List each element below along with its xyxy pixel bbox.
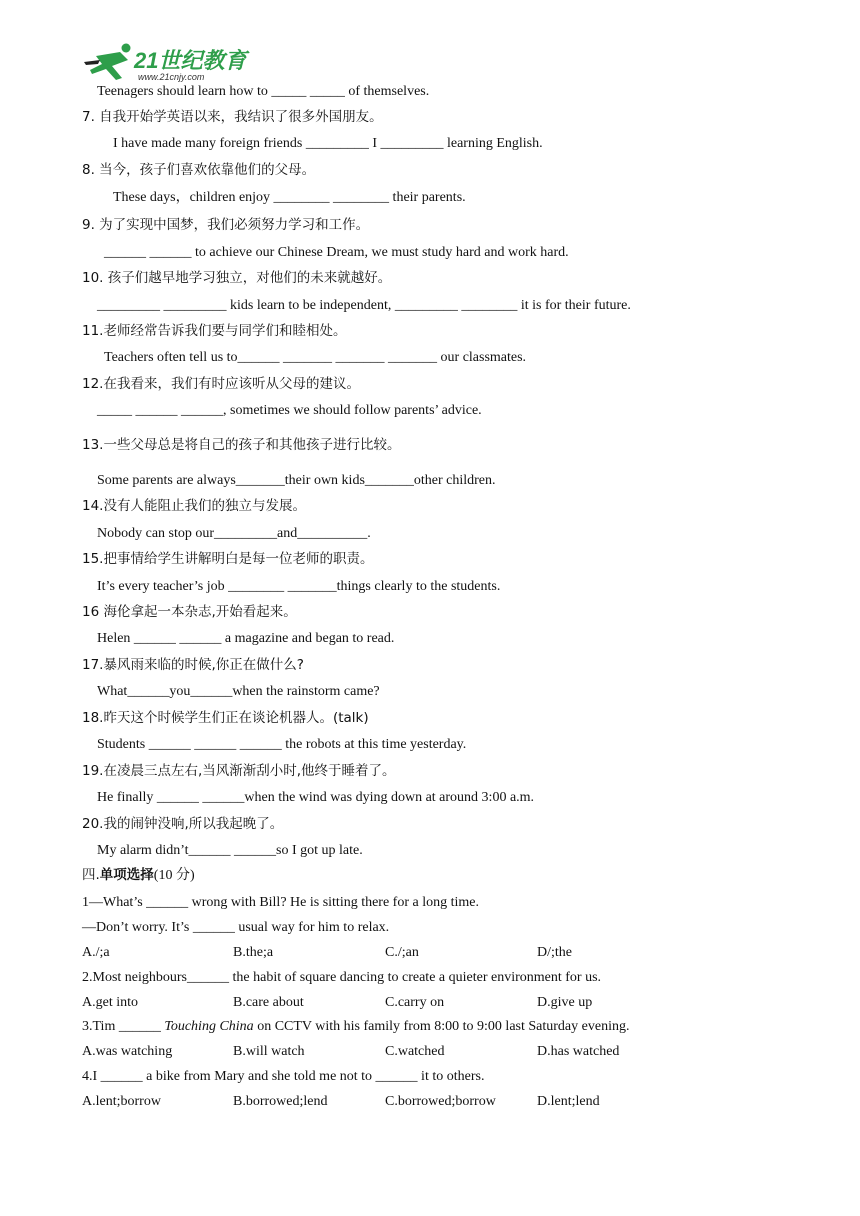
- runner-icon: [84, 44, 131, 81]
- question-sentence: Teenagers should learn how to _____ _____ of themselves.: [97, 84, 430, 99]
- question-sentence: My alarm didn’t______ ______so I got up late.: [97, 843, 363, 858]
- section-heading: [82, 866, 195, 885]
- svg-text:www.21cnjy.com: www.21cnjy.com: [138, 72, 205, 82]
- question-sentence: 1—What’s ______ wrong with Bill? He is sitting there for a long time.: [82, 895, 479, 910]
- question-prompt-chinese: 9. 为了实现中国梦，我们必须努力学习和工作。: [82, 217, 370, 233]
- question-prompt-chinese: 7. 自我开始学英语以来，我结识了很多外国朋友。: [82, 109, 383, 125]
- question-sentence: Teachers often tell us to______ _______ _______ _______ our classmates.: [104, 350, 527, 365]
- section-number: 四.: [82, 867, 100, 883]
- question-sentence: 4.I ______ a bike from Mary and she told me not to ______ it to others.: [82, 1069, 485, 1084]
- question-sentence: Nobody can stop our_________and__________.: [97, 526, 371, 541]
- question-sentence: Some parents are always_______their own kids_______other children.: [97, 473, 496, 488]
- question-prompt-chinese: 16 海伦拿起一本杂志,开始看起来。: [82, 604, 297, 620]
- question-prompt-chinese: 14.没有人能阻止我们的独立与发展。: [82, 498, 306, 514]
- question-sentence: —Don’t worry. It’s ______ usual way for him to relax.: [82, 920, 390, 935]
- question-prompt-chinese: 8. 当今，孩子们喜欢依靠他们的父母。: [82, 162, 316, 178]
- program-title: Touching China: [164, 1019, 254, 1034]
- question-sentence: These days，children enjoy ________ ________ their parents.: [113, 190, 466, 205]
- question-sentence: Helen ______ ______ a magazine and began to read.: [97, 631, 395, 646]
- question-prompt-chinese: 10. 孩子们越早地学习独立，对他们的未来就越好。: [82, 270, 392, 286]
- question-prompt-chinese: 20.我的闹钟没响,所以我起晚了。: [82, 816, 284, 832]
- question-sentence: _________ _________ kids learn to be independent, _________ ________ it is for their future.: [97, 298, 631, 313]
- question-sentence: He finally ______ ______when the wind was dying down at around 3:00 a.m.: [97, 790, 535, 805]
- question-prompt-chinese: 11.老师经常告诉我们要与同学们和睦相处。: [82, 323, 347, 339]
- question-prompt-chinese: 13.一些父母总是将自己的孩子和其他孩子进行比较。: [82, 437, 401, 453]
- svg-text:21世纪教育: 21世纪教育: [134, 48, 247, 73]
- section-score: (10 分): [153, 868, 195, 883]
- question-sentence: ______ ______ to achieve our Chinese Dream, we must study hard and work hard.: [104, 245, 569, 260]
- brand-logo: [82, 42, 252, 82]
- question-prompt-chinese: 17.暴风雨来临的时候,你正在做什么?: [82, 657, 304, 673]
- question-sentence: _____ ______ ______, sometimes we should follow parents’ advice.: [97, 403, 482, 418]
- question-prompt-chinese: 18.昨天这个时候学生们正在谈论机器人。(talk): [82, 710, 369, 726]
- section-title: 单项选择: [99, 867, 154, 883]
- question-3: 3.Tim ______ Touching China on CCTV with his family from 8:00 to 9:00 last Saturday evening.: [82, 1019, 630, 1034]
- question-sentence: What______you______when the rainstorm came?: [97, 684, 380, 699]
- question-sentence: I have made many foreign friends _________ I _________ learning English.: [113, 136, 543, 151]
- question-sentence: It’s every teacher’s job ________ _______things clearly to the students.: [97, 579, 501, 594]
- question-sentence: 2.Most neighbours______ the habit of square dancing to create a quieter environment for us.: [82, 970, 602, 985]
- question-prompt-chinese: 12.在我看来，我们有时应该听从父母的建议。: [82, 376, 360, 392]
- question-prompt-chinese: 19.在凌晨三点左右,当风渐渐刮小时,他终于睡着了。: [82, 763, 396, 779]
- question-prompt-chinese: 15.把事情给学生讲解明白是每一位老师的职责。: [82, 551, 374, 567]
- question-sentence: Students ______ ______ ______ the robots at this time yesterday.: [97, 737, 467, 752]
